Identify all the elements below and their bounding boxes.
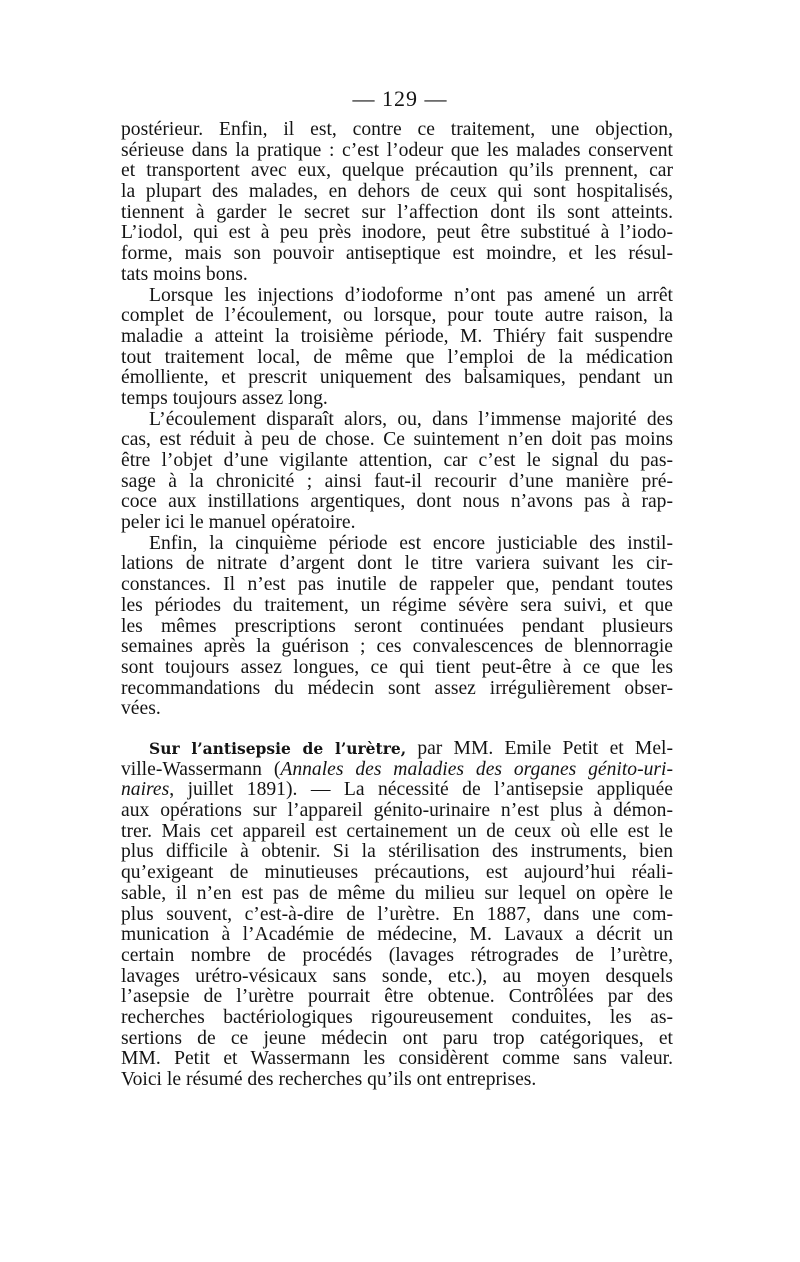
text-line: tats moins bons. (121, 263, 248, 285)
text-line: plus souvent, c’est-à-dire de l’urètre. En 1887, dans une com- (121, 903, 673, 925)
text-line: L’iodol, qui est à peu près inodore, peut être substitué à l’iodo- (121, 222, 673, 244)
text-line: sont toujours assez longues, ce qui tient peut-être à ce que les (121, 656, 673, 678)
text-line: les périodes du traitement, un régime sévère sera suivi, et que (121, 594, 673, 616)
citation-line (121, 760, 673, 781)
text-line: plus difficile à obtenir. Si la stérilisation des instruments, bien (121, 841, 673, 863)
text-line: sable, il n’en est pas de même du milieu sur lequel on opère le (121, 882, 673, 904)
text-line: munication à l’Académie de médecine, M. Lavaux a décrit un (121, 924, 673, 946)
text-line: semaines après la guérison ; ces convalescences de blennorragie (121, 636, 673, 658)
text-line: sérieuse dans la pratique : c’est l’odeur que les malades conservent (121, 139, 673, 161)
authors-text: par MM. Emile Petit et Mel- (406, 738, 673, 759)
text-line: lations de nitrate d’argent dont le titre variera suivant les cir- (121, 553, 673, 575)
text-line: les mêmes prescriptions seront continuées pendant plusieurs (121, 615, 673, 637)
text-line: sertions de ce jeune médecin ont paru trop catégoriques, et (121, 1027, 673, 1049)
text-line: tiennent à garder le secret sur l’affection dont ils sont atteints. (121, 201, 673, 223)
text-line: L’écoulement disparaît alors, ou, dans l’immense majorité des (149, 408, 673, 430)
text-line: Enfin, la cinquième période est encore justiciable des instil- (149, 532, 673, 554)
section-title: Sur l’antisepsie de l’urètre, (149, 739, 407, 758)
text-line: lavages urétro-vésicaux sans sonde, etc.), au moyen desquels (121, 965, 673, 987)
citation-date-text: , juillet 1891). — La nécessité de l’antisepsie appliquée (169, 779, 673, 801)
text-line: qu’exigeant de minutieuses précautions, est aujourd’hui réali- (121, 862, 673, 884)
section-urethra-antisepsis (121, 739, 673, 1091)
text-line: vées. (121, 698, 161, 720)
text-line: recherches bactériologiques rigoureusement conduites, les as- (121, 1006, 673, 1028)
text-line: certain nombre de procédés (lavages rétrogrades de l’urètre, (121, 944, 673, 966)
text-line: maladie a atteint la troisième période, M. Thiéry fait suspendre (121, 325, 673, 347)
text-line: être l’objet d’une vigilante attention, car c’est le signal du pas- (121, 450, 673, 471)
citation-line-end (121, 780, 673, 801)
text-line: tout traitement local, de même que l’emploi de la médication (121, 346, 673, 368)
text-line: émolliente, et prescrit uniquement des balsamiques, pendant un (121, 367, 673, 389)
text-line: et transportent avec eux, quelque précaution qu’ils prennent, car (121, 160, 673, 182)
text-line: MM. Petit et Wassermann les considèrent comme sans valeur. (121, 1048, 673, 1070)
text-line: forme, mais son pouvoir antiseptique est moindre, et les résul- (121, 243, 673, 265)
text-line: l’asepsie de l’urètre pourrait être obtenue. Contrôlées par des (121, 986, 673, 1008)
text-line: Voici le résumé des recherches qu’ils ont entreprises. (121, 1069, 537, 1090)
text-line: trer. Mais cet appareil est certainement un de ceux où elle est le (121, 820, 673, 842)
page-number: — 129 — (352, 86, 448, 111)
journal-title: Annales des maladies des organes génito-uri- (280, 758, 674, 780)
text-line: coce aux instillations argentiques, dont nous n’avons pas à rap- (121, 491, 673, 513)
text-line: postérieur. Enfin, il est, contre ce traitement, une objection, (121, 119, 673, 140)
text-line: constances. Il n’est pas inutile de rappeler que, pendant toutes (121, 574, 673, 596)
text-line: peler ici le manuel opératoire. (121, 512, 356, 534)
text-line: la plupart des malades, en dehors de ceux qui sont hospitalisés, (121, 181, 673, 203)
text-line: Lorsque les injections d’iodoforme n’ont pas amené un arrêt (149, 284, 673, 306)
text-line: sage à la chronicité ; ainsi faut-il recourir d’une manière pré- (121, 470, 673, 492)
text-line: recommandations du médecin sont assez irrégulièrement obser- (121, 677, 673, 699)
journal-title-end: naires (121, 779, 170, 801)
text-line: temps toujours assez long. (121, 387, 328, 409)
text-line: aux opérations sur l’appareil génito-urinaire n’est plus à démon- (121, 800, 673, 822)
text-line: complet de l’écoulement, ou lorsque, pour toute autre raison, la (121, 305, 673, 327)
section-treatment-text (121, 120, 673, 720)
section-heading-line (121, 739, 673, 760)
authors-continued: ville-Wassermann ( (121, 758, 281, 780)
text-line: cas, est réduit à peu de chose. Ce suintement n’en doit pas moins (121, 429, 673, 451)
